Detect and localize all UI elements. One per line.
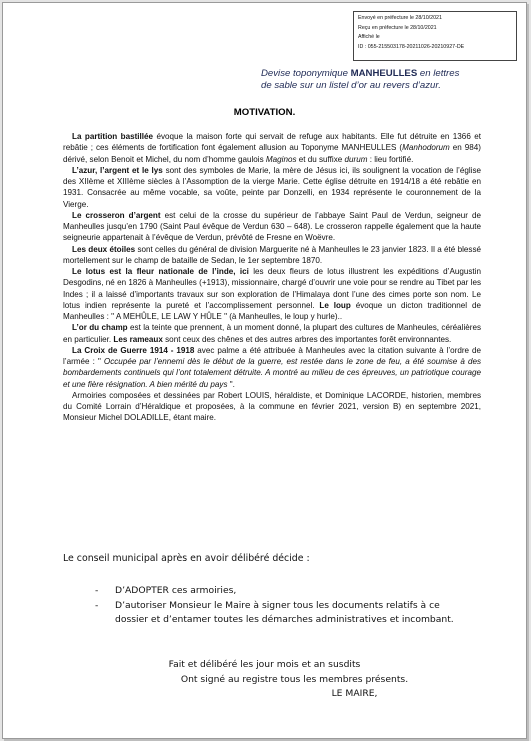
paragraph-lotus: Le lotus est la fleur nationale de l’inde, ici les deux fleurs de lotus illustrent les expéditions d’Augustin Desgodins, né en 1826 à Manheulles (+1913), missionnaire, chargé d’ouvrir une voie pour se rendre au Tibet par les Indes ; il a laissé d’importants travaux sur son exploration de l’Himalaya dont l’une des cimes porte son nom. Le lotus indien représente la pureté et l’accomplissement personnel. Le loup évoque un dicton traditionnel de Manheulles : " A MEHÛLE, LE LAW Y HÛLE " (à Manheulles, le loup y hurle).. bbox=[63, 267, 481, 321]
mayor-signature-label: LE MAIRE, bbox=[331, 688, 378, 700]
paragraph-azur: L’azur, l’argent et le lys sont des symboles de Marie, la mère de Jésus ici, ils soulignent la vocation de l’église des XIIème et XIIIème siècles à l’Assomption de la vierge Marie. Cette église détruite en 1914/18 a été rebâtie en 1931. Consacrée au même vocable, sa voûte, peinte par Donzelli, en 1934 représente le couronnement de la Vierge. bbox=[63, 165, 481, 209]
document-page bbox=[2, 2, 527, 739]
paragraph-partition: La partition bastillée évoque la maison forte qui servait de refuge aux habitants. Elle fut détruite en 1366 et rebâtie ; ces éléments de fortification font également allusion au Toponyme MANHEULLES (Manhodorum en 984) dérivé, selon Benoit et Michel, du nom d’homme gaulois Maginos et du suffixe durum : lieu fortifié. bbox=[63, 132, 481, 164]
closing-line-1: Fait et délibéré les jour mois et an susdits bbox=[168, 659, 361, 670]
stamp-sent-line: Envoyé en préfecture le 28/10/2021 bbox=[358, 15, 442, 21]
closing-block bbox=[3, 658, 526, 702]
paragraph-etoiles: Les deux étoiles sont celles du général de division Marguerite né à Manheulles le 23 janvier 1823. Il a été blessé mortellement sur le champ de bataille de Sedan, le 1er septembre 1870. bbox=[63, 244, 481, 265]
decision-list bbox=[95, 584, 475, 628]
paragraph-crosseron: Le crosseron d’argent est celui de la crosse du supérieur de l’abbaye Saint Paul de Verdun, seigneur de Manheulles jusqu’en 1790 (Saint Paul évêque de Verdun 630 – 648). Le crosseron rappelle également que la haute seigneurie appartenait à l’évêque de Verdun, prévôté de Fresne en Woëvre. bbox=[63, 210, 481, 243]
stamp-received-line: Reçu en préfecture le 28/10/2021 bbox=[358, 24, 437, 31]
list-item: - D’autoriser Monsieur le Maire à signer tous les documents relatifs à ce dossier et d’entamer toutes les démarches administratives et incombant. bbox=[95, 599, 454, 626]
prefecture-stamp bbox=[353, 11, 517, 61]
paragraph-or-du-champ: L’or du champ est la teinte que prennent, à un moment donné, la plupart des cultures de Manheules, céréalières en particulier. Les rameaux sont ceux des chênes et des autres arbres des importantes forêt environnantes. bbox=[63, 323, 482, 344]
devise-rest-2: de sable sur un listel d’or au revers d’azur. bbox=[261, 80, 441, 91]
list-item: - D’ADOPTER ces armoiries, bbox=[95, 585, 237, 596]
devise-rest-1: en lettres bbox=[419, 68, 460, 79]
stamp-posted-line: Affiché le bbox=[358, 34, 380, 41]
devise-name: MANHEULLES bbox=[350, 68, 418, 79]
devise-heading bbox=[261, 68, 501, 92]
motivation-body bbox=[63, 131, 481, 424]
stamp-id-line: ID : 055-215503178-20211026-20210927-DE bbox=[358, 43, 465, 50]
page-title: MOTIVATION. bbox=[233, 107, 296, 118]
council-decision-intro: Le conseil municipal après en avoir délibéré décide : bbox=[63, 553, 310, 564]
closing-line-2: Ont signé au registre tous les membres présents. bbox=[180, 673, 409, 685]
paragraph-armoiries: Armoiries composées et dessinées par Robert LOUIS, héraldiste, et Dominique LACORDE, historien, membres du Comité Lorrain d’Héraldique et proposées, à la commune en février 2021, version B) en septembre 2021, Monsieur Michel DOLADILLE, étant maire. bbox=[63, 390, 481, 423]
paragraph-croix-de-guerre: La Croix de Guerre 1914 - 1918 avec palme a été attribuée à Manheules avec la citation suivante à l’ordre de l’armée : " Occupée par l’ennemi dès le début de la guerre, est restée dans le zone de feu, a été soumise à des bombardements continuels qui l’ont totalement détruite. A montré au milieu de ces épreuves, un patriotique courage et une fière résignation. A bien mérité du pays ". bbox=[63, 345, 482, 389]
devise-label: Devise toponymique bbox=[261, 68, 348, 79]
